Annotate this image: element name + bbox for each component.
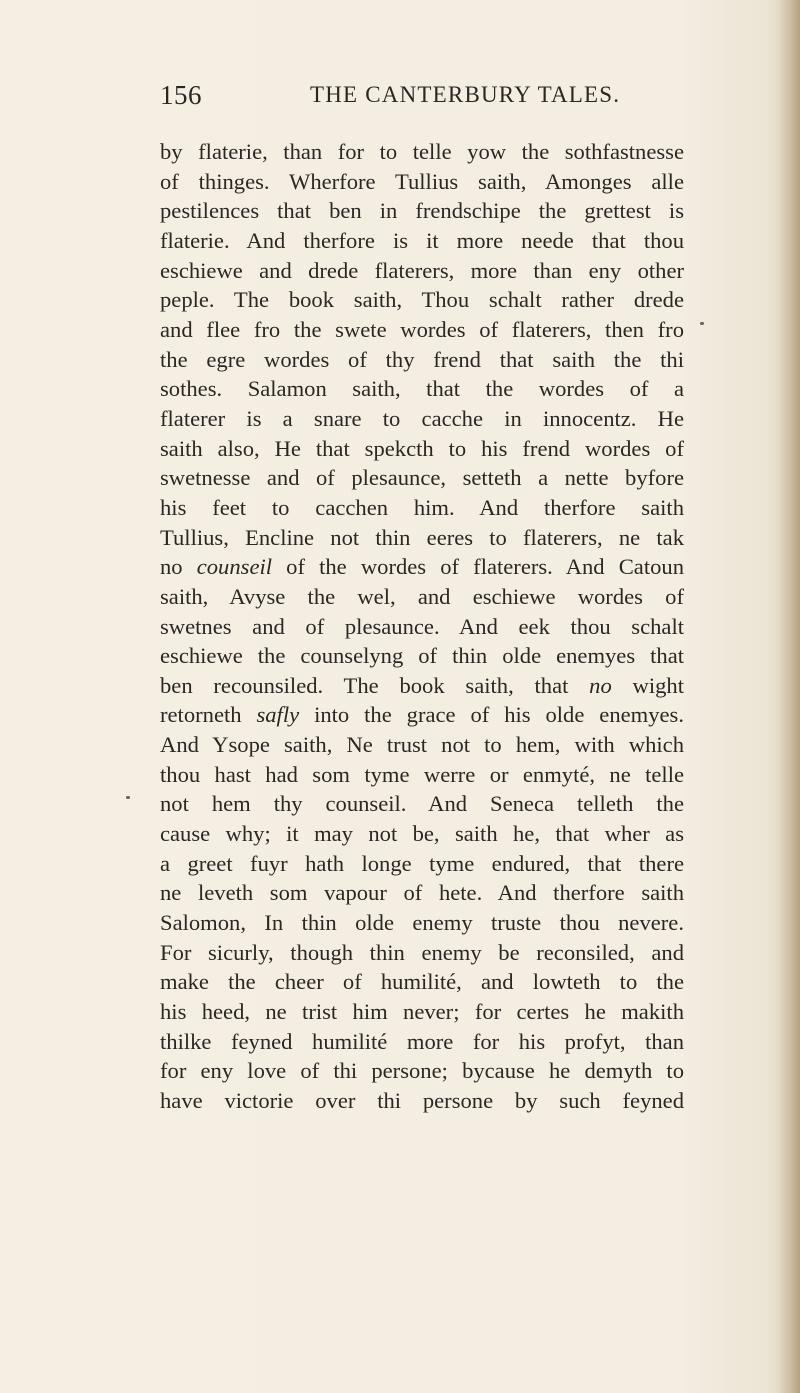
text-line: make the cheer of humilité, and lowteth to the (160, 969, 684, 995)
text-line: pestilences that ben in frendschipe the grettest is (160, 198, 684, 224)
text-line: by flaterie, than for to telle yow the sothfastnesse (160, 139, 684, 164)
text-run: Tullius, Encline not thin eeres to flaterers, ne tak (160, 524, 684, 550)
text-line: the egre wordes of thy frend that saith the thi (160, 346, 684, 372)
text-run: retorneth (160, 702, 257, 728)
text-line: saith, Avyse the wel, and eschiewe wordes of (160, 583, 684, 609)
text-line (160, 671, 684, 701)
margin-speck (126, 796, 130, 799)
text-line: Salomon, In thin olde enemy truste thou nevere. (160, 910, 684, 936)
text-line: eschiewe and drede flaterers, more than eny other (160, 257, 684, 283)
italic-word: no (589, 672, 612, 698)
page-header (160, 80, 680, 120)
text-line: ne leveth som vapour of hete. And therfore saith (160, 880, 684, 906)
text-line: have victorie over thi persone by such feyned (160, 1088, 684, 1113)
text-line: thilke feyned humilité more for his profyt, than (160, 1028, 684, 1054)
text-line: of thinges. Wherfore Tullius saith, Amonges alle (160, 168, 684, 194)
text-line: thou hast had som tyme werre or enmyté, ne telle (160, 761, 684, 787)
text-run: into the grace of his olde enemyes. (299, 702, 684, 728)
text-line: swetnesse and of plesaunce, setteth a nette byfore (160, 465, 684, 491)
text-line: his heed, ne trist him never; for certes he makith (160, 999, 684, 1025)
running-head: THE CANTERBURY TALES. (310, 82, 621, 107)
italic-word: safly (256, 702, 300, 728)
text-line (160, 523, 684, 553)
text-line (160, 700, 684, 730)
text-line: And Ysope saith, Ne trust not to hem, with which (160, 732, 684, 758)
text-line: cause why; it may not be, saith he, that wher as (160, 821, 684, 847)
text-line: saith also, He that spekcth to his frend wordes of (160, 435, 684, 461)
text-line: a greet fuyr hath longe tyme endured, that there (160, 850, 684, 876)
text-line: for eny love of thi persone; bycause he demyth to (160, 1058, 684, 1084)
italic-word: counseil (196, 554, 273, 580)
text-run: of the wordes of flaterers. And Catoun (272, 554, 684, 580)
text-line: For sicurly, though thin enemy be reconsiled, and (160, 939, 684, 965)
text-line: and flee fro the swete wordes of flaterers, then fro (160, 316, 684, 342)
body-text (160, 137, 684, 1116)
text-run: no (160, 554, 197, 580)
margin-speck (700, 322, 704, 325)
text-line: flaterie. And therfore is it more neede that thou (160, 227, 684, 253)
text-line: peple. The book saith, Thou schalt rather drede (160, 287, 684, 313)
text-line: swetnes and of plesaunce. And eek thou schalt (160, 613, 684, 639)
text-line: his feet to cacchen him. And therfore saith (160, 494, 684, 520)
text-line: sothes. Salamon saith, that the wordes of a (160, 376, 684, 402)
text-run: ben recounsiled. The book saith, that (160, 672, 590, 698)
text-run: wight (611, 672, 684, 698)
text-line: flaterer is a snare to cacche in innocentz. He (160, 405, 684, 431)
page-number: 156 (160, 80, 202, 110)
text-line (160, 552, 684, 582)
page-edge-shadow (778, 0, 800, 1393)
text-line: not hem thy counseil. And Seneca telleth the (160, 791, 684, 817)
text-line: eschiewe the counselyng of thin olde enemyes that (160, 643, 684, 669)
